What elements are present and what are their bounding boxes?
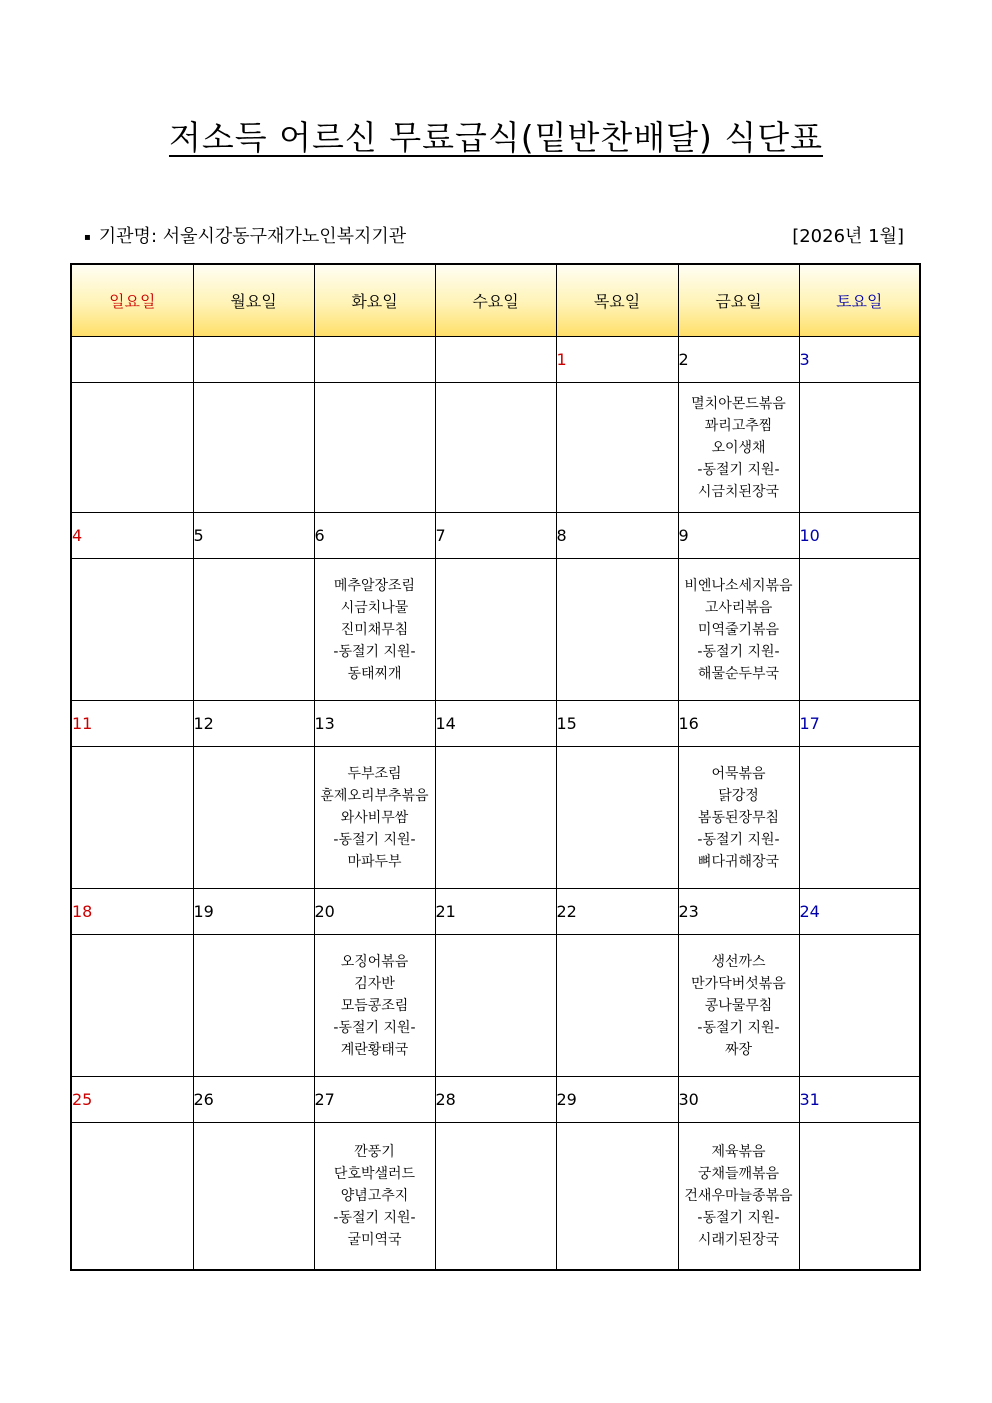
menu-cell-tuesday — [314, 559, 435, 701]
menu-cell-sunday — [71, 383, 193, 513]
menu-row — [71, 559, 920, 701]
menu-item: -동절기 지원- — [697, 643, 780, 660]
date-row — [71, 337, 920, 383]
weekday-saturday: 토요일 — [799, 264, 920, 337]
menu-item: -동절기 지원- — [333, 1209, 416, 1226]
date-cell-thursday: 22 — [556, 889, 678, 935]
menu-cell-saturday — [799, 383, 920, 513]
menu-item: 비엔나소세지볶음 — [684, 577, 793, 594]
menu-cell-monday — [193, 559, 314, 701]
menu-item: 계란황태국 — [340, 1041, 409, 1058]
date-cell-tuesday: 20 — [314, 889, 435, 935]
organization-name: 기관명: 서울시강동구재가노인복지기관 — [98, 226, 407, 247]
date-cell-monday: 5 — [193, 513, 314, 559]
menu-cell-wednesday — [435, 747, 556, 889]
menu-item: 김자반 — [354, 975, 395, 992]
menu-item: 시금치된장국 — [697, 483, 780, 500]
menu-cell-friday — [678, 935, 799, 1077]
date-cell-thursday: 1 — [556, 337, 678, 383]
menu-item: -동절기 지원- — [697, 1019, 780, 1036]
date-cell-thursday: 29 — [556, 1077, 678, 1123]
menu-item: 두부조림 — [347, 765, 402, 782]
menu-cell-friday — [678, 1123, 799, 1270]
menu-item: 멸치아몬드볶음 — [691, 395, 786, 412]
menu-item: 와사비무쌈 — [340, 809, 409, 826]
date-cell-saturday: 24 — [799, 889, 920, 935]
date-cell-wednesday: 21 — [435, 889, 556, 935]
date-cell-friday: 2 — [678, 337, 799, 383]
menu-item: 훈제오리부추볶음 — [320, 787, 429, 804]
date-cell-tuesday: 6 — [314, 513, 435, 559]
menu-item: 동태찌개 — [347, 665, 402, 682]
menu-cell-tuesday — [314, 747, 435, 889]
menu-cell-thursday — [556, 747, 678, 889]
menu-cell-saturday — [799, 559, 920, 701]
menu-item: 뼈다귀해장국 — [697, 853, 780, 870]
date-row — [71, 1077, 920, 1123]
menu-row — [71, 935, 920, 1077]
menu-item: 생선까스 — [711, 953, 766, 970]
menu-item: 오징어볶음 — [340, 953, 409, 970]
menu-cell-tuesday — [314, 1123, 435, 1270]
date-row — [71, 889, 920, 935]
date-cell-wednesday: 7 — [435, 513, 556, 559]
menu-cell-monday — [193, 747, 314, 889]
menu-cell-thursday — [556, 1123, 678, 1270]
date-row — [71, 513, 920, 559]
date-cell-sunday: 18 — [71, 889, 193, 935]
menu-cell-wednesday — [435, 559, 556, 701]
menu-cell-friday — [678, 383, 799, 513]
menu-cell-wednesday — [435, 935, 556, 1077]
date-row — [71, 701, 920, 747]
date-cell-friday: 30 — [678, 1077, 799, 1123]
menu-cell-wednesday — [435, 1123, 556, 1270]
date-cell-saturday: 3 — [799, 337, 920, 383]
date-cell-thursday: 8 — [556, 513, 678, 559]
menu-cell-monday — [193, 1123, 314, 1270]
page-title — [0, 112, 992, 159]
date-cell-friday: 23 — [678, 889, 799, 935]
date-cell-sunday: 4 — [71, 513, 193, 559]
weekday-tuesday: 화요일 — [314, 264, 435, 337]
menu-item: 굴미역국 — [347, 1231, 402, 1248]
date-cell-thursday: 15 — [556, 701, 678, 747]
menu-cell-sunday — [71, 747, 193, 889]
menu-item: -동절기 지원- — [333, 1019, 416, 1036]
weekday-sunday: 일요일 — [71, 264, 193, 337]
menu-item: 어묵볶음 — [711, 765, 766, 782]
date-cell-friday: 16 — [678, 701, 799, 747]
date-cell-saturday: 31 — [799, 1077, 920, 1123]
menu-row — [71, 383, 920, 513]
menu-item: 꽈리고추찜 — [704, 417, 773, 434]
menu-item: 모듬콩조림 — [340, 997, 409, 1014]
menu-item: 건새우마늘종볶음 — [684, 1187, 793, 1204]
menu-item: -동절기 지원- — [333, 831, 416, 848]
menu-item: 콩나물무침 — [704, 997, 773, 1014]
date-cell-wednesday: 28 — [435, 1077, 556, 1123]
date-cell-sunday: 25 — [71, 1077, 193, 1123]
menu-item: 짜장 — [724, 1041, 753, 1058]
menu-item: 만가닥버섯볶음 — [691, 975, 786, 992]
menu-row — [71, 1123, 920, 1270]
weekday-friday: 금요일 — [678, 264, 799, 337]
menu-item: -동절기 지원- — [697, 1209, 780, 1226]
organization-line — [84, 222, 406, 248]
menu-cell-wednesday — [435, 383, 556, 513]
menu-item: -동절기 지원- — [333, 643, 416, 660]
date-cell-saturday: 10 — [799, 513, 920, 559]
date-cell-sunday — [71, 337, 193, 383]
menu-item: 마파두부 — [347, 853, 402, 870]
weekday-monday: 월요일 — [193, 264, 314, 337]
date-cell-wednesday — [435, 337, 556, 383]
meal-calendar — [70, 263, 921, 1271]
menu-item: 미역줄기볶음 — [697, 621, 780, 638]
date-cell-wednesday: 14 — [435, 701, 556, 747]
menu-cell-sunday — [71, 1123, 193, 1270]
date-cell-monday — [193, 337, 314, 383]
menu-cell-saturday — [799, 935, 920, 1077]
menu-item: -동절기 지원- — [697, 831, 780, 848]
month-label: [2026년 1월] — [792, 226, 904, 247]
date-cell-saturday: 17 — [799, 701, 920, 747]
menu-cell-monday — [193, 935, 314, 1077]
menu-cell-thursday — [556, 935, 678, 1077]
date-cell-sunday: 11 — [71, 701, 193, 747]
menu-item: 단호박샐러드 — [333, 1165, 416, 1182]
date-cell-tuesday — [314, 337, 435, 383]
weekday-thursday: 목요일 — [556, 264, 678, 337]
date-cell-monday: 26 — [193, 1077, 314, 1123]
menu-item: 고사리볶음 — [704, 599, 773, 616]
weekday-header-row — [71, 264, 920, 337]
menu-item: 궁채들깨볶음 — [697, 1165, 780, 1182]
menu-cell-saturday — [799, 1123, 920, 1270]
menu-item: 시래기된장국 — [697, 1231, 780, 1248]
menu-item: 양념고추지 — [340, 1187, 409, 1204]
menu-item: 오이생채 — [711, 439, 766, 456]
bullet-icon: ▪ — [84, 231, 91, 243]
menu-item: -동절기 지원- — [697, 461, 780, 478]
menu-item: 메추알장조림 — [333, 577, 416, 594]
menu-item: 깐풍기 — [354, 1143, 395, 1160]
menu-cell-friday — [678, 559, 799, 701]
date-cell-tuesday: 27 — [314, 1077, 435, 1123]
menu-cell-thursday — [556, 383, 678, 513]
menu-item: 해물순두부국 — [697, 665, 780, 682]
date-cell-monday: 12 — [193, 701, 314, 747]
menu-item: 닭강정 — [718, 787, 759, 804]
menu-cell-monday — [193, 383, 314, 513]
menu-cell-friday — [678, 747, 799, 889]
menu-item: 제육볶음 — [711, 1143, 766, 1160]
menu-item: 시금치나물 — [340, 599, 409, 616]
date-cell-monday: 19 — [193, 889, 314, 935]
menu-row — [71, 747, 920, 889]
menu-cell-tuesday — [314, 383, 435, 513]
page-title-text: 저소득 어르신 무료급식(밑반찬배달) 식단표 — [168, 118, 824, 157]
menu-cell-sunday — [71, 559, 193, 701]
date-cell-tuesday: 13 — [314, 701, 435, 747]
menu-cell-thursday — [556, 559, 678, 701]
menu-cell-sunday — [71, 935, 193, 1077]
weekday-wednesday: 수요일 — [435, 264, 556, 337]
menu-cell-saturday — [799, 747, 920, 889]
menu-cell-tuesday — [314, 935, 435, 1077]
menu-item: 진미채무침 — [340, 621, 409, 638]
menu-item: 봄동된장무침 — [697, 809, 780, 826]
date-cell-friday: 9 — [678, 513, 799, 559]
